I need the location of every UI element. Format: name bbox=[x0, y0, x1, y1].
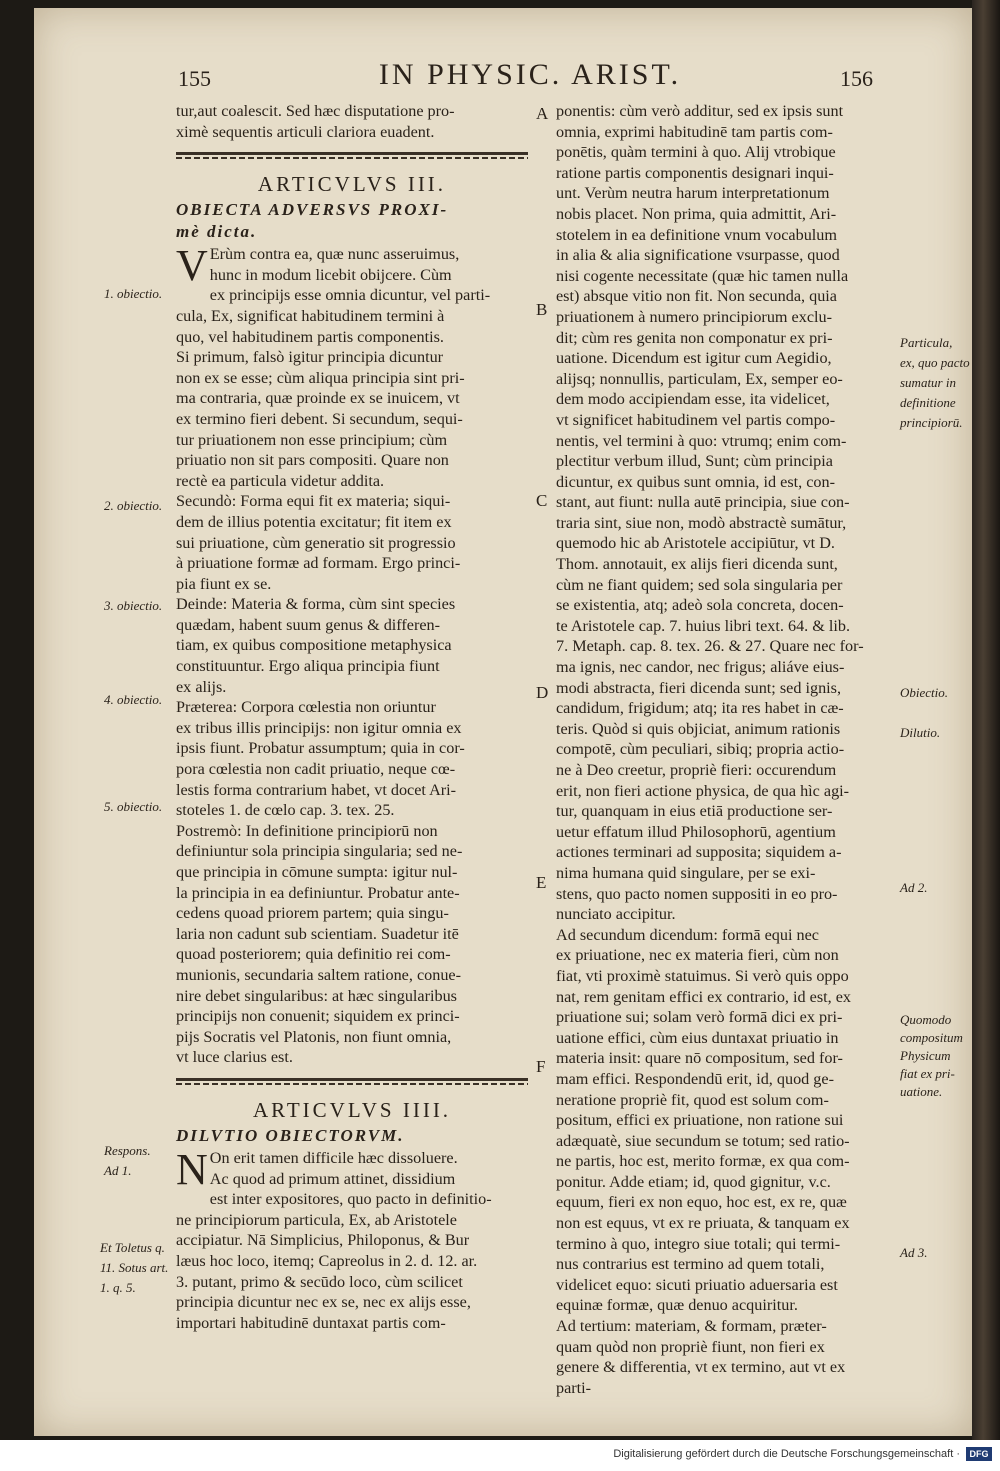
section-letter-c: C bbox=[536, 491, 548, 510]
text-line: tur priuationem non esse principium; cùm bbox=[176, 430, 448, 449]
section-letter-d: D bbox=[536, 683, 549, 702]
margin-note-ad3: Ad 3. bbox=[900, 1245, 928, 1260]
text-line: ximè sequentis articuli clariora euadent. bbox=[176, 122, 435, 141]
text-line: Postremò: In definitione principiorū non bbox=[176, 821, 438, 840]
text-line: equum, fieri ex non equo, hoc est, ex re, quæ bbox=[556, 1193, 847, 1212]
text-line: actiones terminari ad supposita; siquidem a- bbox=[556, 843, 842, 862]
text-line: lestis forma contrarium habet, vt docet Ari- bbox=[176, 780, 457, 799]
margin-note-toletus: Et Toletus q. bbox=[100, 1240, 165, 1255]
text-line: tur, quanquam in eius etiā productione ser- bbox=[556, 802, 833, 821]
ornamental-rule bbox=[176, 1078, 528, 1092]
text-line: On erit tamen difficile hæc dissoluere. bbox=[209, 1148, 458, 1167]
text-line: uatione. Dicendum est igitur cum Aegidio, bbox=[556, 349, 832, 368]
text-line: cùm ne fiant quidem; sed sola singularia per bbox=[556, 575, 843, 594]
text-line: se existentia, atq; adeò sola concreta, docen- bbox=[556, 596, 844, 615]
text-line: ne principiorum particula, Ex, ab Aristotele bbox=[176, 1210, 457, 1229]
margin-note-obj1: 1. obiectio. bbox=[104, 286, 163, 301]
text-line: 3. putant, primo & secūdo loco, cùm scilicet bbox=[176, 1272, 463, 1291]
text-line: candidum, frigidum; atq; ita res habet in cæ- bbox=[556, 699, 844, 718]
text-line: quam quòd non propriè fiunt, non fieri ex bbox=[556, 1337, 825, 1356]
text-line: priuatio non sit pars compositi. Quare non bbox=[176, 451, 449, 470]
text-line: læus hoc loco, itemq; Capreolus in 2. d. 12. ar. bbox=[176, 1251, 478, 1270]
text-line: unt. Verùm neutra harum interpretationum bbox=[556, 184, 830, 203]
margin-note-toletus: 1. q. 5. bbox=[100, 1280, 136, 1295]
text-line: à priuatione formæ ad formam. Ergo princi- bbox=[176, 554, 461, 573]
text-line: compotē, cùm peculiari, sibiq; propria actio- bbox=[556, 740, 845, 759]
text-line: positum, effici ex priuatione, non ratione sui bbox=[556, 1111, 844, 1130]
text-line: plectitur verbum illud, Sunt; cùm principia bbox=[556, 452, 833, 471]
text-line: tur,aut coalescit. Sed hæc disputatione pro- bbox=[176, 102, 455, 120]
section-letter-e: E bbox=[536, 873, 547, 892]
drop-cap: V bbox=[176, 241, 208, 291]
text-line: nisi cogente necessitate (quæ hic tamen nulla bbox=[556, 266, 849, 285]
text-line: principijs non conuenit; siquidem ex princi- bbox=[176, 1007, 460, 1026]
text-line: dit; cùm res genita non componatur ex pri- bbox=[556, 328, 833, 347]
dfg-logo: DFG bbox=[966, 1447, 992, 1461]
text-line: la principia in ea definiuntur. Probatur ante- bbox=[176, 883, 460, 902]
text-line: ex termino fieri debent. Si secundum, sequi- bbox=[176, 409, 463, 428]
text-line: equinæ formæ, quæ denuo acquiritur. bbox=[556, 1296, 798, 1315]
text-line: cula, Ex, significat habitudinem termini à bbox=[176, 306, 445, 325]
text-line: dicuntur, ex quibus sunt omnia, id est, con- bbox=[556, 472, 835, 491]
text-line: accipiatur. Nā Simplicius, Philoponus, & Bur bbox=[176, 1231, 470, 1250]
text-line: rectè ea particula videtur addita. bbox=[176, 471, 385, 490]
text-line: in alia & alia significatione vsurpasse, quod bbox=[556, 246, 840, 265]
text-line: nentis, vel termini à quo: vtrumq; enim com- bbox=[556, 431, 847, 450]
text-line: Thom. annotauit, ex alijs fieri dicenda sunt, bbox=[556, 555, 838, 574]
margin-note-obj4: 4. obiectio. bbox=[104, 692, 163, 707]
text-line: ex priuatione, nec ex materia fieri, cùm non bbox=[556, 946, 839, 965]
margin-note-obj3: 3. obiectio. bbox=[104, 598, 163, 613]
text-line: ma contraria, quæ proinde ex se inuicem, vt bbox=[176, 389, 460, 408]
text-line: videlicet equo: sicuti priuatio aduersaria est bbox=[556, 1275, 838, 1294]
text-line: que principia in cōmune sumpta: igitur nul- bbox=[176, 863, 458, 881]
text-line: termino à quo, integro siue totali; qui termi- bbox=[556, 1234, 841, 1253]
left-column bbox=[176, 101, 528, 1333]
article-4-subtitle: DILVTIO OBIECTORVM. bbox=[176, 1125, 405, 1145]
text-line: Si primum, falsò igitur principia dicuntur bbox=[176, 348, 444, 367]
text-line: dem modo accipiendam esse, ita videlicet, bbox=[556, 390, 830, 409]
margin-note-toletus: 11. Sotus art. bbox=[100, 1260, 169, 1275]
text-line: stens, quo pacto nomen suppositi in eo pro- bbox=[556, 884, 838, 903]
text-line: uatione effici, cùm eius duntaxat priuatio in bbox=[556, 1028, 839, 1047]
text-line: uetur effatum illud Philosophorū, agentium bbox=[556, 822, 836, 841]
text-line: nima humana quid singulare, per se exi- bbox=[556, 863, 816, 882]
margin-note-particula: ex, quo pacto bbox=[900, 355, 970, 370]
text-line: vt luce clarius est. bbox=[176, 1048, 293, 1067]
text-line: quoad posteriorem; quia definitio rei com- bbox=[176, 945, 451, 964]
text-line: est) absque vitio non fit. Non secunda, quia bbox=[556, 287, 837, 306]
margin-note-respons: Respons. bbox=[104, 1143, 151, 1158]
text-line: pijs Socratis vel Platonis, non fiunt omnia, bbox=[176, 1027, 452, 1046]
text-line: materia insit: quare nō compositum, sed for- bbox=[556, 1049, 843, 1068]
text-line: ex alijs. bbox=[176, 677, 227, 696]
right-column bbox=[556, 101, 906, 1398]
section-letter-a: A bbox=[536, 104, 549, 123]
margin-note-particula: principiorū. bbox=[900, 415, 963, 430]
text-line: nobis placet. Non prima, quia admittit, Ari- bbox=[556, 204, 837, 223]
text-line: quo, vel habitudinem partis componentis. bbox=[176, 327, 444, 346]
text-line: 7. Metaph. cap. 8. tex. 26. & 27. Quare nec for- bbox=[556, 637, 864, 656]
text-line: munionis, secundaria saltem ratione, conue- bbox=[176, 965, 461, 984]
text-line: nunciato accipitur. bbox=[556, 905, 676, 924]
margin-note-quomodo: Physicum bbox=[900, 1048, 951, 1063]
text-line: neratione propriè fit, quod est solum com- bbox=[556, 1090, 829, 1109]
text-line: Ad secundum dicendum: formā equi nec bbox=[556, 925, 819, 944]
text-line: ex tribus illis principijs: non igitur omnia ex bbox=[176, 718, 462, 737]
text-line: alijsq; nonnullis, particulam, Ex, semper eo- bbox=[556, 369, 843, 388]
text-line: quemodo hic ab Aristotele accipiūtur, vt D. bbox=[556, 534, 835, 553]
text-line: nat, rem genitam effici ex contrario, id est, ex bbox=[556, 987, 852, 1006]
text-line: Erùm contra ea, quæ nunc asseruimus, bbox=[209, 245, 460, 264]
text-line: Secundò: Forma equi fit ex materia; siqui- bbox=[176, 492, 451, 511]
text-line: ex principijs esse omnia dicuntur, vel parti- bbox=[209, 286, 491, 305]
text-line: importari habitudinē duntaxat partis com- bbox=[176, 1313, 446, 1332]
margin-note-ad2: Ad 2. bbox=[900, 880, 928, 895]
text-line: ponitur. Adde etiam; id, quod gignitur, v.c. bbox=[556, 1172, 831, 1191]
text-line: quædam, habent suum genus & differen- bbox=[176, 615, 441, 634]
text-line: laria non cadunt sub scientiam. Suadetur itē bbox=[176, 924, 459, 943]
text-line: sui priuatione, cùm generatio sit progressio bbox=[176, 533, 456, 552]
text-line: cedens quoad priorem partem; quia singu- bbox=[176, 904, 449, 923]
text-line: ponētis, quàm termini à quo. Alij vtrobique bbox=[556, 143, 836, 162]
text-line: ponentis: cùm verò additur, sed ex ipsis sunt bbox=[556, 102, 844, 120]
article-3-subtitle-cont: mè dicta. bbox=[176, 222, 258, 242]
page-number-left: 155 bbox=[178, 66, 211, 91]
text-line: genere & differentia, vt ex termino, aut vt ex bbox=[556, 1358, 846, 1377]
text-line: ma ignis, nec candor, nec frigus; aliáve eius- bbox=[556, 658, 845, 677]
text-line: omnia, exprimi habitudinē tam partis com- bbox=[556, 122, 833, 141]
text-line: stoteles 1. de cœlo cap. 3. tex. 25. bbox=[176, 801, 395, 820]
text-line: nire debet singularibus: at hæc singularibus bbox=[176, 986, 457, 1005]
margin-note-quomodo: uatione. bbox=[900, 1084, 943, 1099]
section-letter-f: F bbox=[536, 1057, 546, 1076]
text-line: pora cœlestia non cadit priuatio, neque cœ- bbox=[176, 760, 456, 779]
text-line: constituuntur. Ergo aliqua principia fiunt bbox=[176, 657, 440, 676]
margin-note-quomodo: fiat ex pri- bbox=[900, 1066, 955, 1081]
running-head: IN PHYSIC. ARIST. bbox=[378, 58, 682, 91]
text-line: erit, non fieri actione physica, de qua hìc agi- bbox=[556, 781, 850, 800]
text-line: nus contrarius est termino ad quem totali, bbox=[556, 1255, 825, 1274]
book-edge bbox=[972, 0, 1000, 1440]
margin-note-particula: Particula, bbox=[900, 335, 953, 350]
text-line: pia fiunt ex se. bbox=[176, 574, 272, 593]
text-line: teris. Quòd si quis objiciat, animum rationis bbox=[556, 719, 841, 738]
margin-note-ad1: Ad 1. bbox=[104, 1163, 132, 1178]
text-line: priuationem à numero principiorum exclu- bbox=[556, 307, 833, 326]
article-4-title: ARTICVLVS IIII. bbox=[252, 1097, 452, 1122]
margin-note-quomodo: Quomodo bbox=[900, 1012, 952, 1027]
text-line: ne partis, hoc est, merito formæ, ex qua com- bbox=[556, 1152, 850, 1171]
text-line: hunc in modum licebit obijcere. Cùm bbox=[209, 265, 452, 284]
text-line: adæquatè, siue secundum se totum; sed ratio- bbox=[556, 1131, 850, 1150]
text-line: stant, aut fiunt: nulla autē principia, siue con- bbox=[556, 493, 850, 512]
text-line: non est equus, vt ex re priuata, & tanquam ex bbox=[556, 1214, 850, 1233]
text-line: est inter expositores, quo pacto in definitio- bbox=[209, 1190, 492, 1209]
margin-note-obj5: 5. obiectio. bbox=[104, 799, 163, 814]
margin-note-quomodo: compositum bbox=[900, 1030, 963, 1045]
text-line: vt significet habitudinem vel partis compo- bbox=[556, 410, 836, 429]
text-line: ne à Deo creetur, propriè fieri: occurendum bbox=[556, 761, 837, 779]
text-line: definiuntur sola principia singularia; sed ne- bbox=[176, 842, 463, 861]
text-line: te Aristotele cap. 7. huius libri text. 64. & lib. bbox=[556, 616, 851, 635]
text-line: mam effici. Respondendū erit, id, quod ge- bbox=[556, 1069, 834, 1088]
text-line: ipsis fiunt. Probatur assumptum; quia in cor- bbox=[176, 739, 465, 758]
text-line: non ex se esse; cùm aliqua principia sint pri- bbox=[176, 368, 465, 387]
text-line: ratione partis componentis designari inqui- bbox=[556, 163, 834, 182]
digitization-credit: Digitalisierung gefördert durch die Deutsche Forschungsgemeinschaft · bbox=[613, 1448, 960, 1460]
text-line: parti- bbox=[556, 1378, 592, 1397]
text-line: dem de illius potentia excitatur; fit item ex bbox=[176, 512, 452, 531]
margin-note-particula: sumatur in bbox=[900, 375, 956, 390]
margin-note-dilutio: Dilutio. bbox=[900, 725, 941, 740]
margin-note-particula: definitione bbox=[900, 395, 956, 410]
text-line: Deinde: Materia & forma, cùm sint species bbox=[176, 595, 456, 614]
text-line: Ac quod ad primum attinet, dissidium bbox=[209, 1169, 456, 1188]
section-letter-b: B bbox=[536, 300, 548, 319]
ornamental-rule bbox=[176, 152, 528, 166]
margin-note-obiectio: Obiectio. bbox=[900, 685, 949, 700]
margin-note-obj2: 2. obiectio. bbox=[104, 498, 163, 513]
text-line: Ad tertium: materiam, & formam, præter- bbox=[556, 1317, 827, 1336]
text-line: principia dicuntur nec ex se, nec ex alijs esse, bbox=[176, 1293, 471, 1312]
text-line: traria sint, siue non, modò abstractè sumātur, bbox=[556, 513, 847, 532]
article-3-title: ARTICVLVS III. bbox=[257, 172, 447, 197]
text-line: tiam, ex quibus compositione metaphysica bbox=[176, 636, 452, 655]
drop-cap: N bbox=[176, 1144, 208, 1194]
text-line: fiat, vti proximè statuimus. Si verò quis oppo bbox=[556, 966, 849, 985]
article-3-subtitle: OBIECTA ADVERSVS PROXI- bbox=[176, 200, 449, 220]
page-number-right: 156 bbox=[840, 66, 873, 91]
text-line: Præterea: Corpora cœlestia non oriuntur bbox=[176, 698, 436, 717]
article-4-body bbox=[176, 1144, 528, 1333]
text-line: priuatione sui; solam verò formā dici ex pri- bbox=[556, 1008, 843, 1027]
article-3-body bbox=[176, 241, 528, 1068]
text-line: stotelem in ea definitione vnum vocabulum bbox=[556, 225, 837, 244]
text-line: modi abstracta, fieri dicenda sunt; sed ignis, bbox=[556, 678, 842, 697]
